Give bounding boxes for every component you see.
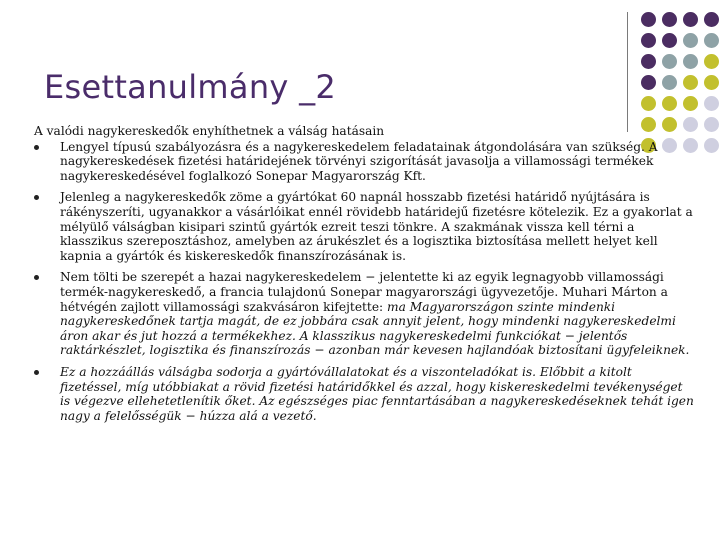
bullet-dot-icon xyxy=(34,145,39,150)
bullet-dot-icon xyxy=(34,195,39,200)
bullet-dot-icon xyxy=(34,370,39,375)
decorative-dot xyxy=(641,33,656,48)
section-heading: A valódi nagykereskedők enyhíthetnek a válság hatásain xyxy=(34,124,385,138)
decorative-dot xyxy=(641,75,656,90)
bullet-item-1 xyxy=(34,140,694,184)
decorative-dot xyxy=(662,33,677,48)
bullet-text: Lengyel típusú szabályozásra és a nagykereskedelem feladatainak átgondolására van szükség. A nagykereskedések fizetési határidejének törvényi szigorítását javasolja a villamossági termékek nagykereskedésével foglalkozó Sonepar Magyarország Kft. xyxy=(60,139,658,183)
decorative-dot xyxy=(683,12,698,27)
decorative-dot xyxy=(683,75,698,90)
decorative-dot xyxy=(704,33,719,48)
decorative-dot xyxy=(641,12,656,27)
decorative-dot xyxy=(704,138,719,153)
decorative-dot xyxy=(683,33,698,48)
decorative-dot xyxy=(704,12,719,27)
decorative-dot xyxy=(683,54,698,69)
decorative-dot xyxy=(662,96,677,111)
decorative-dot xyxy=(641,54,656,69)
bullet-item-4 xyxy=(34,365,694,423)
bullet-text: Nem tölti be szerepét a hazai nagykereskedelem − jelentette ki az egyik legnagyobb villamossági termék-nagykereskedő, a francia tulajdonú Sonepar magyarországi ügyvezetője. Muhari Márton a hétvégén zajlott villamossági szakvásáron kifejtette: xyxy=(60,270,668,314)
decorative-dot xyxy=(683,96,698,111)
title-divider-line xyxy=(627,12,628,132)
decorative-dot xyxy=(662,54,677,69)
decorative-dot xyxy=(662,75,677,90)
decorative-dot xyxy=(704,75,719,90)
decorative-dot xyxy=(704,117,719,132)
slide-title: Esettanulmány _2 xyxy=(44,68,337,106)
bullet-quote-text: ma Magyarországon szinte mindenki nagykereskedőnek tartja magát, de ez jobbára csak annyit jelent, hogy mindenki nagykereskedelmi áron akar és jut hozzá a termékekhez. A klasszikus nagykereskedelmi funkciókat − jelentős raktárkészlet, logisztika és finanszírozás − azonban már kevesen hajlandóak biztosítani ügyfeleiknek. xyxy=(60,299,690,358)
decorative-dot xyxy=(704,96,719,111)
slide-body xyxy=(34,124,694,430)
bullet-quote-text: Ez a hozzáállás válságba sodorja a gyártóvállalatokat és a viszonteladókat is. Előbbit a kitolt fizetéssel, míg utóbbiakat a rövid fizetési határidőkkel és azzal, hogy kiskereskedelmi tevékenységet is végezve ellehetetlenítik őket. Az egészséges piac fenntartásában a nagykereskedéseknek tehát igen nagy a felelősségük − húzza alá a vezető. xyxy=(60,364,694,423)
bullet-item-3 xyxy=(34,270,694,358)
decorative-dot xyxy=(704,54,719,69)
bullet-item-2 xyxy=(34,190,694,263)
bullet-text: Jelenleg a nagykereskedők zöme a gyártókat 60 napnál hosszabb fizetési határidő nyújtására is rákényszeríti, ugyanakkor a vásárlóikat ennél rövidebb határidejű fizetésre kötelezik. Ez a gyakorlat a mélyülő válságban kisipari szintű gyártók ezreit teszi tönkre. A szakmának vissza kell térni a klasszikus szereposztáshoz, amelyben az árukészlet és a logisztika biztosítása mellett helyet kell kapnia a gyártók és kiskereskedők finanszírozásának is. xyxy=(60,190,693,263)
bullet-dot-icon xyxy=(34,275,39,280)
decorative-dot xyxy=(662,12,677,27)
decorative-dot xyxy=(641,96,656,111)
decorative-dot-grid xyxy=(636,8,720,138)
